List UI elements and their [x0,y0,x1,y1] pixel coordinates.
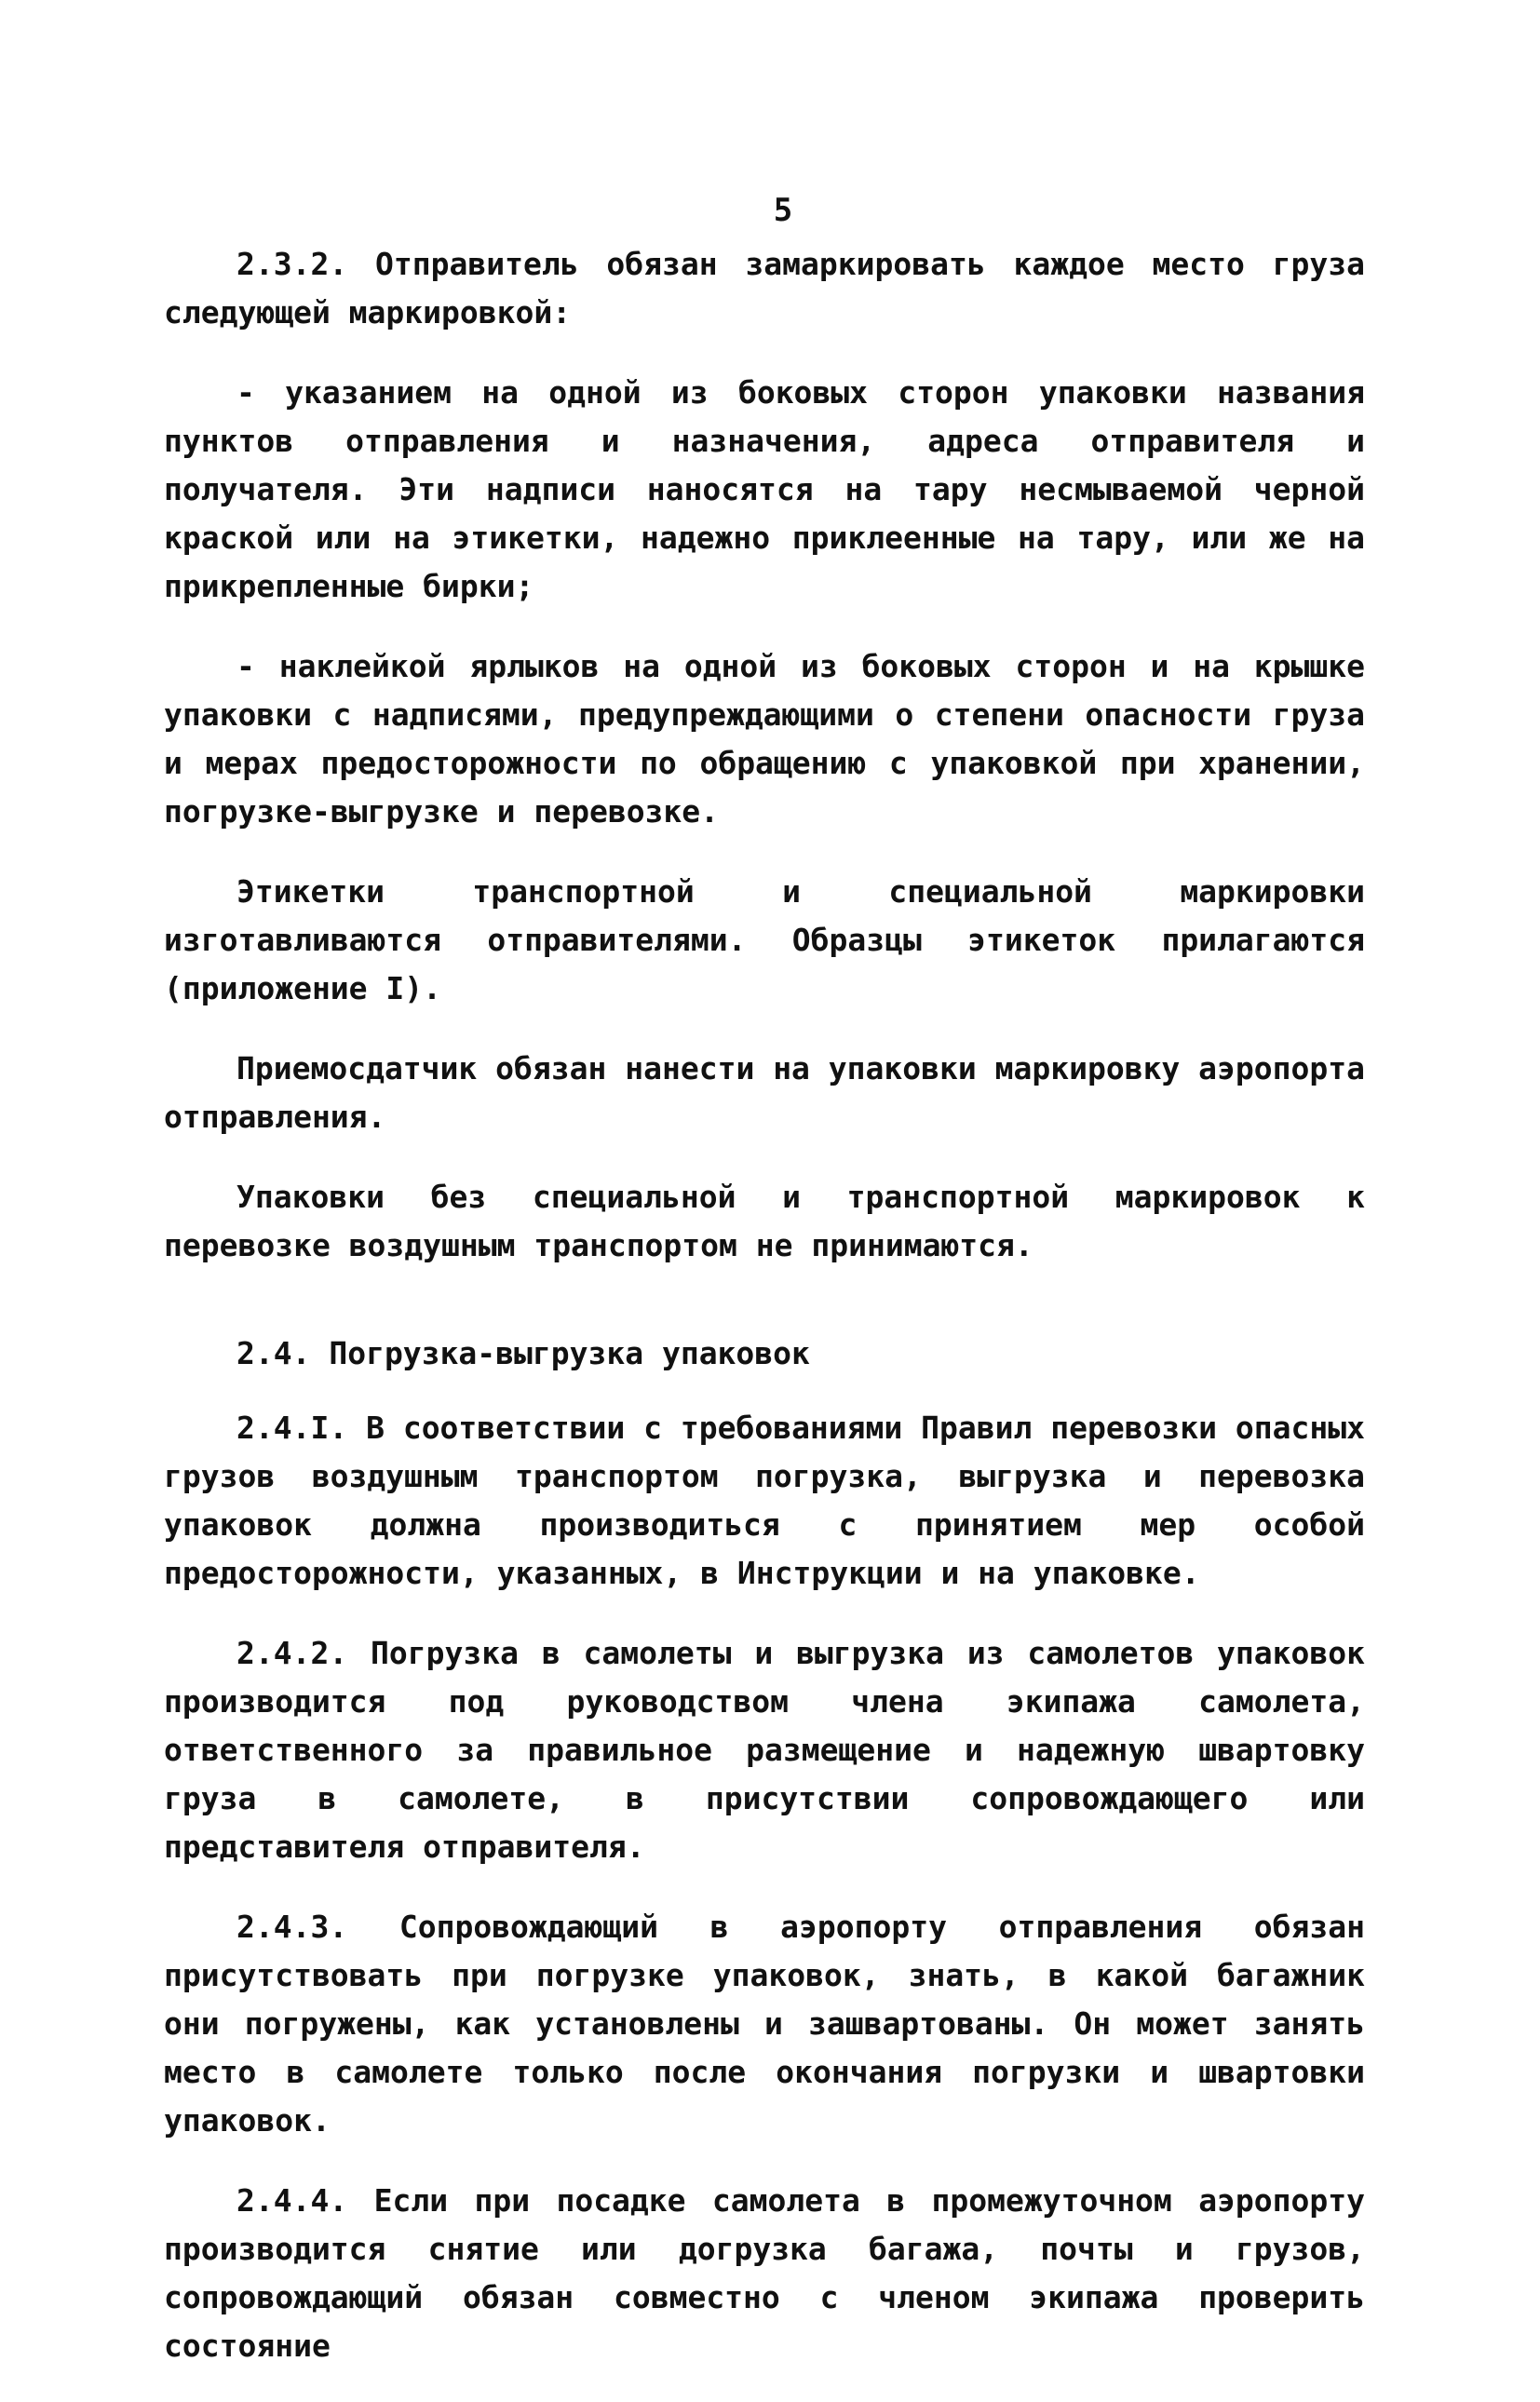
paragraph-marking-item-2: - наклейкой ярлыков на одной из боковых сторон и на крышке упаковки с надписями, предупреждающими о степени опасности груза и мерах предосторожности по обращению с упаковкой при хранении, погрузке-выгрузке и перевозке. [164,648,1365,830]
paragraph-2-4-1: 2.4.I. В соответствии с требованиями Правил перевозки опасных грузов воздушным транспортом погрузка, выгрузка и перевозка упаковок должна производиться с принятием мер особой предосторожности, указанных, в Инструкции и на упаковке. [164,1410,1365,1591]
paragraph-labels: Этикетки транспортной и специальной маркировки изготавливаются отправителями. Образцы этикеток прилагаются (приложение I). [164,873,1365,1006]
page-number: 5 [773,192,793,229]
page-content [164,240,1365,2402]
paragraph-2-4-2: 2.4.2. Погрузка в самолеты и выгрузка из самолетов упаковок производится под руководством члена экипажа самолета, ответственного за правильное размещение и надежную швартовку груза в самолете, в присутствии сопровождающего или представителя отправителя. [164,1635,1365,1865]
paragraph-no-marking: Упаковки без специальной и транспортной маркировок к перевозке воздушным транспортом не принимаются. [164,1179,1365,1263]
paragraph-2-3-2-intro: 2.3.2. Отправитель обязан замаркировать каждое место груза следующей маркировкой: [164,246,1365,331]
paragraph-2-4-4: 2.4.4. Если при посадке самолета в промежуточном аэропорту производится снятие или догрузка багажа, почты и грузов, сопровождающий обязан совместно с членом экипажа проверить состояние [164,2182,1365,2364]
paragraph-receiver: Приемосдатчик обязан нанести на упаковки маркировку аэропорта отправления. [164,1050,1365,1135]
section-heading-2-4: 2.4. Погрузка-выгрузка упаковок [236,1335,810,1371]
paragraph-2-4-3: 2.4.3. Сопровождающий в аэропорту отправления обязан присутствовать при погрузке упаковок, знать, в какой багажник они погружены, как установлены и зашвартованы. Он может занять место в самолете только после окончания погрузки и швартовки упаковок. [164,1909,1365,2139]
paragraph-marking-item-1: - указанием на одной из боковых сторон упаковки названия пунктов отправления и назначения, адреса отправителя и получателя. Эти надписи наносятся на тару несмываемой черной краской или на этикетки, надежно приклеенные на тару, или же на прикрепленные бирки; [164,374,1365,604]
